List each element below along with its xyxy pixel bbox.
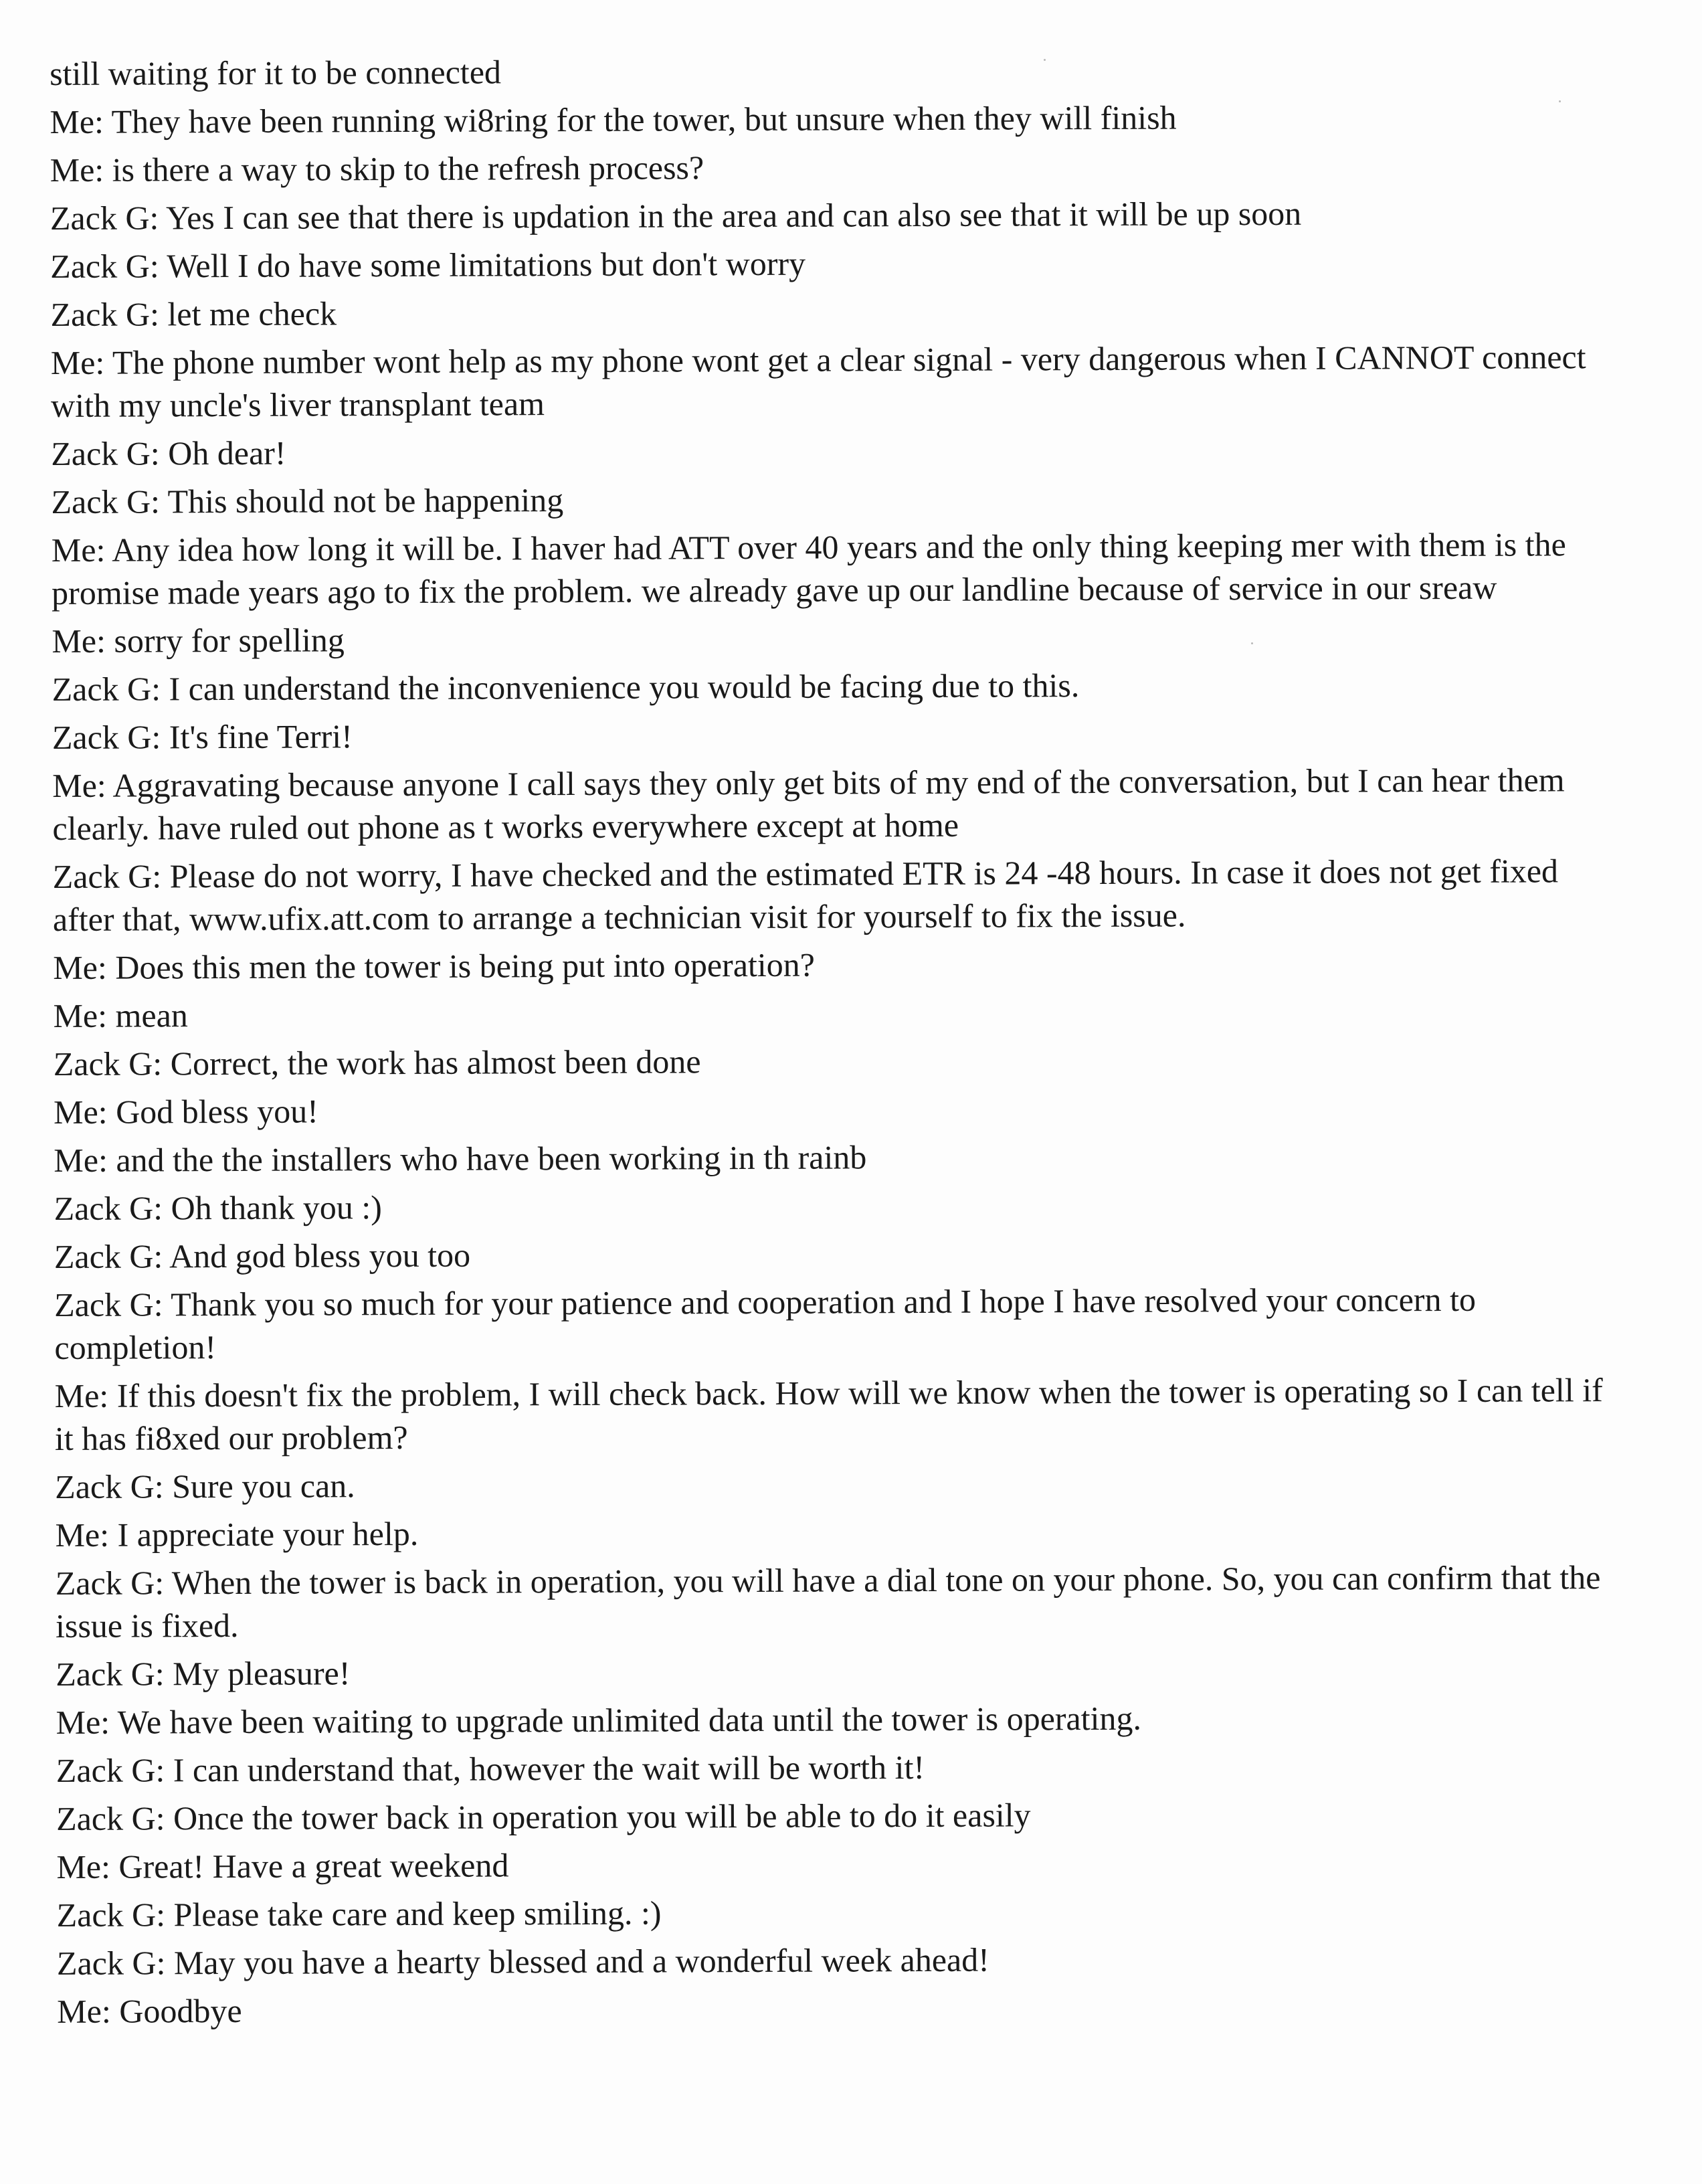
chat-message — [56, 1839, 1615, 1888]
chat-message — [52, 758, 1611, 850]
chat-message — [54, 1229, 1613, 1278]
chat-message-text: Me: I appreciate your help. — [55, 1514, 419, 1554]
chat-message-text: Me: sorry for spelling — [52, 621, 345, 660]
chat-message-text: Zack G: Correct, the work has almost been done — [53, 1042, 701, 1083]
chat-message — [56, 1647, 1614, 1696]
chat-message-text: Me: Does this men the tower is being put into operation? — [53, 945, 816, 986]
chat-message — [54, 1277, 1613, 1369]
chat-message — [57, 1936, 1616, 1985]
chat-message-text: Zack G: May you have a hearty blessed and a wonderful week ahead! — [56, 1940, 989, 1982]
chat-message — [57, 1888, 1616, 1936]
chat-message-text: Me: The phone number wont help as my phone wont get a clear signal - very dangerous when I CANNOT connect with my uncle's liver transplant team — [50, 338, 1586, 424]
chat-message-text: Zack G: This should not be happening — [51, 481, 564, 521]
chat-message-text: Zack G: My pleasure! — [56, 1654, 351, 1693]
chat-message — [56, 1743, 1615, 1792]
chat-message-text: Me: Aggravating because anyone I call says they only get bits of my end of the conversation, but I can hear them clearly. have ruled out phone as t works everywhere except at home — [52, 761, 1565, 847]
chat-message-text: Me: We have been waiting to upgrade unlimited data until the tower is operating. — [56, 1699, 1142, 1741]
chat-transcript — [50, 46, 1616, 2038]
chat-message-text: Zack G: Yes I can see that there is updation in the area and can also see that it will be up soon — [50, 194, 1302, 237]
chat-message — [51, 335, 1610, 427]
chat-message-text: Zack G: When the tower is back in operation, you will have a dial tone on your phone. So, you can confirm that the issue is fixed. — [55, 1558, 1601, 1645]
chat-message-text: Zack G: I can understand the inconvenience you would be facing due to this. — [52, 666, 1080, 708]
chat-message — [57, 1984, 1616, 2033]
chat-message — [53, 849, 1612, 941]
chat-message — [50, 191, 1609, 240]
chat-message — [52, 662, 1611, 711]
chat-message-text: Me: They have been running wi8ring for the tower, but unsure when they will finish — [50, 98, 1177, 141]
chat-message — [54, 1085, 1612, 1133]
chat-message-text: Zack G: And god bless you too — [54, 1236, 471, 1275]
chat-message-text: Zack G: Thank you so much for your patience and cooperation and I hope I have resolved your concern to completion! — [54, 1280, 1477, 1366]
chat-message-text: Zack G: I can understand that, however the wait will be worth it! — [56, 1748, 925, 1789]
chat-message — [55, 1508, 1614, 1556]
chat-message-text: Me: is there a way to skip to the refresh process? — [50, 149, 704, 189]
chat-message-text: Me: God bless you! — [53, 1092, 318, 1131]
chat-message — [52, 614, 1610, 662]
chat-message-text: Me: Great! Have a great weekend — [56, 1846, 509, 1886]
chat-message — [55, 1459, 1614, 1508]
chat-message — [54, 1036, 1612, 1085]
chat-message-text: Zack G: Sure you can. — [55, 1467, 355, 1506]
chat-message — [50, 46, 1608, 95]
chat-message-text: Zack G: Oh thank you :) — [54, 1188, 382, 1227]
chat-message-text: Me: mean — [53, 996, 188, 1034]
chat-message-text: Zack G: Well I do have some limitations but don't worry — [50, 244, 806, 285]
chat-message — [56, 1556, 1614, 1647]
chat-message — [56, 1791, 1615, 1840]
chat-message — [52, 523, 1610, 614]
chat-message-text: Me: Any idea how long it will be. I haver had ATT over 40 years and the only thing keeping mer with them is the promise made years ago to fix the problem. we already gave up our landline because of service in our sreaw — [51, 525, 1566, 612]
chat-message — [50, 287, 1609, 336]
chat-message — [53, 940, 1612, 989]
chat-message — [55, 1368, 1614, 1460]
chat-message-text: Me: and the the installers who have been working in th rainb — [54, 1138, 867, 1179]
chat-message — [50, 239, 1609, 288]
chat-message — [54, 1133, 1612, 1182]
chat-message-text: Zack G: It's fine Terri! — [52, 717, 353, 756]
chat-message — [54, 1181, 1613, 1230]
chat-message — [50, 94, 1608, 143]
chat-message — [51, 426, 1610, 475]
chat-message-text: Zack G: Please take care and keep smiling. :) — [56, 1894, 662, 1934]
chat-message — [51, 474, 1610, 523]
chat-message — [50, 143, 1609, 191]
chat-message-text: still waiting for it to be connected — [50, 53, 502, 92]
chat-message — [53, 988, 1612, 1037]
chat-message-text: Zack G: Oh dear! — [51, 434, 286, 472]
chat-message-text: Zack G: Once the tower back in operation you will be able to do it easily — [56, 1796, 1031, 1837]
chat-message-text: Me: Goodbye — [57, 1991, 242, 2030]
chat-message-text: Zack G: Please do not worry, I have checked and the estimated ETR is 24 -48 hours. In case it does not get fixed after that, www.ufix.att.com to arrange a technician visit for yourself to fix the issue. — [52, 852, 1559, 938]
chat-message-text: Me: If this doesn't fix the problem, I will check back. How will we know when the tower is operating so I can tell if it has fi8xed our problem? — [54, 1371, 1603, 1457]
chat-message-text: Zack G: let me check — [50, 294, 337, 333]
chat-message — [52, 710, 1611, 759]
chat-message — [56, 1695, 1614, 1744]
